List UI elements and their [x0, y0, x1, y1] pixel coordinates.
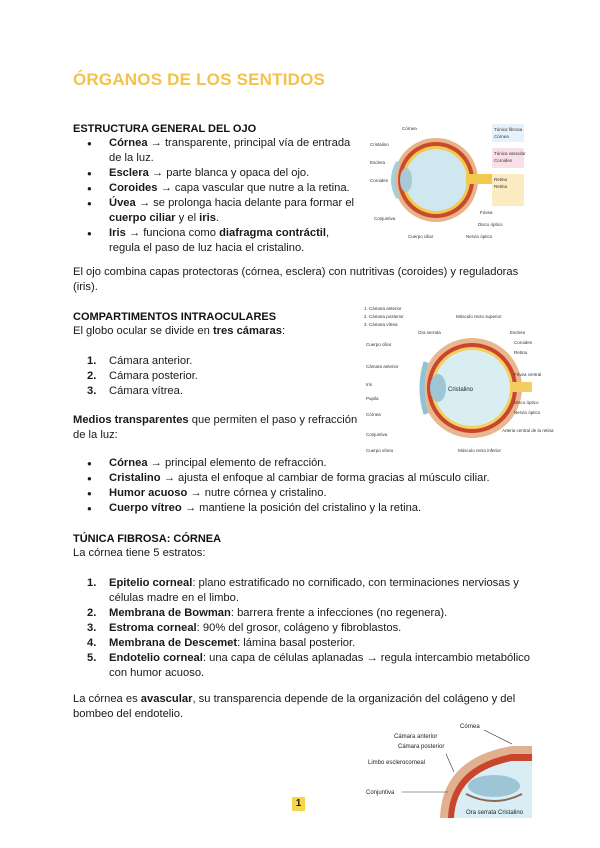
figure-label: Coroides: [514, 340, 533, 345]
list-item: ● Esclera → parte blanca y opaca del ojo.: [73, 166, 373, 181]
intraocular-compartments-figure: [362, 304, 554, 456]
figure-legend: 3. Cámara vítrea: [364, 322, 398, 327]
list-item: 2. Membrana de Bowman: barrera frente a infecciones (no regenera).: [87, 607, 448, 619]
figure-label: Fóvea: [480, 210, 493, 215]
list-item: ● Humor acuoso → nutre córnea y cristalino.: [73, 486, 553, 501]
transparent-media-list: [73, 456, 553, 516]
list-item: ● Úvea → se prolonga hacia delante para formar el cuerpo ciliar y el iris.: [73, 196, 373, 226]
figure-label: Disco óptico: [514, 400, 539, 405]
figure-label: Pupila: [366, 396, 379, 401]
figure-box-label: Retina: [494, 177, 508, 182]
figure-label: Cuerpo ciliar: [366, 342, 392, 347]
compartments-intro: El globo ocular se divide en tres cámaras:: [73, 325, 286, 337]
section-heading-structure: ESTRUCTURA GENERAL DEL OJO: [73, 123, 257, 135]
figure-label: Cámara posterior: [398, 744, 445, 750]
figure-box-label: Túnica fibrosa: [494, 127, 523, 132]
figure-label: Conjuntiva: [366, 432, 388, 437]
figure-legend: 1. Cámara anterior: [364, 306, 402, 311]
transparent-media-intro: Medios transparentes que permiten el paso y refracción de la luz:: [73, 414, 358, 441]
figure-label: Cuerpo vítreo: [366, 448, 394, 453]
figure-label: Nervio óptico: [514, 410, 541, 415]
figure-label: Músculo recto inferior: [458, 448, 502, 453]
figure-label-lens: Cristalino: [448, 387, 474, 393]
figure-label: Córnea: [402, 126, 417, 131]
figure-label: Cámara anterior: [366, 364, 399, 369]
structure-list: [73, 136, 373, 256]
anterior-eye-illustration: [440, 746, 532, 818]
figure-label: Disco óptico: [478, 222, 503, 227]
figure-label: Cristalino: [370, 142, 389, 147]
figure-label: Córnea: [366, 412, 381, 417]
figure-label: Limbo esclerocorneal: [368, 760, 426, 766]
figure-label: Arteria central de la retina: [502, 428, 554, 433]
page-number-badge: 1: [292, 797, 305, 811]
figure-label: Cuerpo ciliar: [408, 234, 434, 239]
list-item: 3. Cámara vítrea.: [87, 385, 183, 397]
structure-summary: El ojo combina capas protectoras (córnea, esclera) con nutritivas (coroides) y reguladoras (iris).: [73, 266, 519, 293]
list-item: ● Coroides → capa vascular que nutre a la retina.: [73, 181, 373, 196]
figure-label: Conjuntiva: [366, 790, 395, 796]
list-item: ● Cristalino → ajusta el enfoque al cambiar de forma gracias al músculo ciliar.: [73, 471, 553, 486]
figure-box-label: Retina: [494, 184, 508, 189]
page-title: ÓRGANOS DE LOS SENTIDOS: [73, 70, 326, 89]
list-item: 1. Cámara anterior.: [87, 355, 193, 367]
cornea-closing: La córnea es avascular, su transparencia depende de la organización del colágeno y del bombeo del endotelio.: [73, 693, 516, 720]
list-item: 2. Cámara posterior.: [87, 370, 198, 382]
figure-box-label: Córnea: [494, 134, 509, 139]
list-item: ● Córnea → transparente, principal vía de entrada de la luz.: [73, 136, 373, 166]
figure-label: Esclera: [510, 330, 526, 335]
figure-label: Esclera: [370, 160, 386, 165]
chambers-list: [73, 354, 198, 399]
figure-label: Conjuntiva: [374, 216, 396, 221]
eye-structure-figure: [368, 122, 524, 244]
list-item: ● Cuerpo vítreo → mantiene la posición del cristalino y la retina.: [73, 501, 553, 516]
figure-label: Ora serrata: [466, 810, 497, 816]
figure-label: Fóvea central: [514, 372, 542, 377]
figure-label: Córnea: [460, 724, 480, 730]
cornea-detail-figure: [362, 716, 532, 818]
figure-box-label: Coroides: [494, 158, 513, 163]
figure-label: Nervio óptico: [466, 234, 493, 239]
figure-label: Cristalino: [498, 810, 524, 816]
list-item: ● Córnea → principal elemento de refracción.: [73, 456, 553, 471]
figure-box-label: Túnica vascular: [494, 151, 526, 156]
list-item: ● Iris → funciona como diafragma contráctil, regula el paso de luz hacia el cristalino.: [73, 226, 373, 256]
list-item: 5. Endotelio corneal: una capa de células aplanadas → regula intercambio metabólico con humor acuoso.: [87, 652, 531, 679]
list-item: 3. Estroma corneal: 90% del grosor, colágeno y fibroblastos.: [87, 622, 402, 634]
section-heading-cornea: TÚNICA FIBROSA: CÓRNEA: [73, 533, 222, 545]
cornea-layers-list: [73, 576, 563, 681]
cornea-intro: La córnea tiene 5 estratos:: [73, 547, 206, 559]
figure-label: Retina: [514, 350, 528, 355]
figure-legend: 2. Cámara posterior: [364, 314, 404, 319]
figure-label: Coroides: [370, 178, 389, 183]
figure-label: Iris: [366, 382, 372, 387]
list-item: 4. Membrana de Descemet: lámina basal posterior.: [87, 637, 356, 649]
list-item: 1. Epitelio corneal: plano estratificado no cornificado, con terminaciones nerviosas y células madre en el limbo.: [87, 577, 519, 604]
section-heading-compartments: COMPARTIMENTOS INTRAOCULARES: [73, 311, 277, 323]
figure-label: Cámara anterior: [394, 734, 438, 740]
figure-label: Músculo recto superior: [456, 314, 502, 319]
figure-label: Ora serrata: [418, 330, 441, 335]
